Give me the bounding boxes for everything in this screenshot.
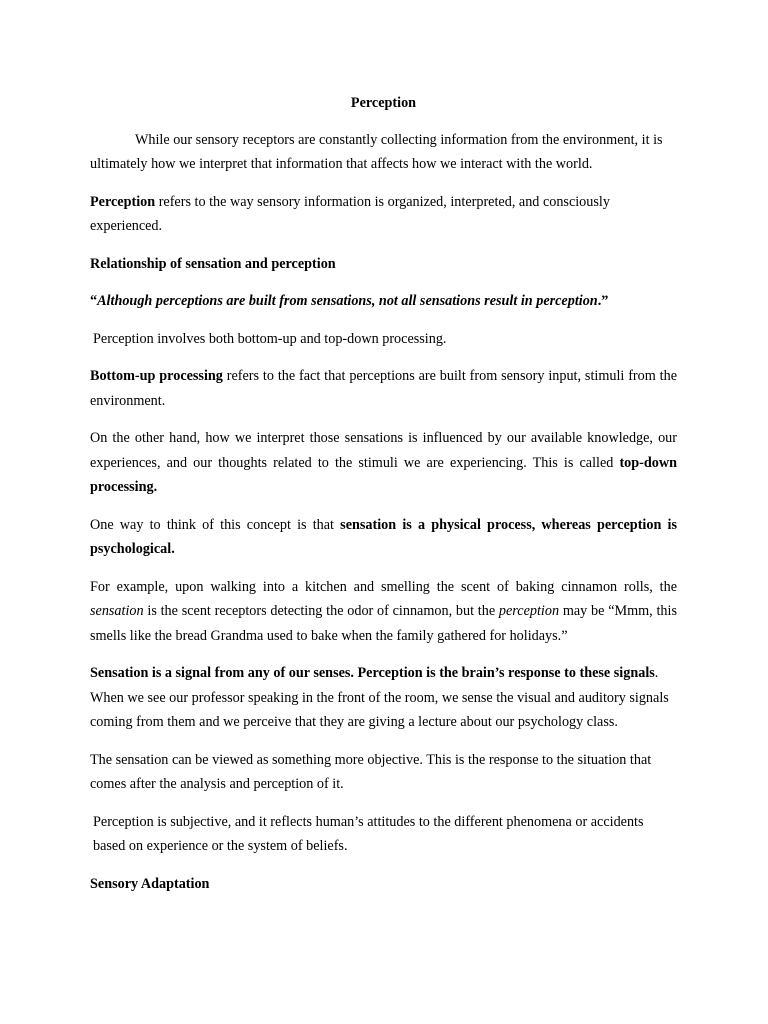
perception-italic: perception [498,603,560,619]
quote-text: Although perceptions are built from sensations, not all sensations result in perception [97,293,598,309]
intro-paragraph [90,128,677,177]
perception-definition-paragraph [90,190,677,239]
quote-paragraph [90,289,677,314]
example-paragraph [90,575,677,649]
physical-psychological-text: One way to think of this concept is that [90,516,341,533]
example-text-a: For example, upon walking into a kitchen and smelling the scent of baking cinnamon rolls, the [90,578,677,595]
relationship-heading: Relationship of sensation and perception [90,255,336,272]
top-down-text: On the other hand, how we interpret those sensations is influenced by our available knowledge, our experiences, and our thoughts related to the stimuli we are experiencing. This is called [90,430,677,471]
document-page [90,91,677,909]
example-text-b: is the scent receptors detecting the odor of cinnamon, but the [143,603,499,619]
sensory-adaptation-heading: Sensory Adaptation [90,875,210,892]
perception-definition-text: refers to the way sensory information is organized, interpreted, and consciously experienced. [90,193,610,234]
bottom-up-text: refers to the fact that perceptions are built from sensory input, stimuli from the environment. [90,368,677,409]
objective-paragraph [90,748,677,797]
top-down-paragraph [90,426,677,500]
signal-text: . When we see our professor speaking in the front of the room, we sense the visual and auditory signals coming from them and we perceive that they are giving a lecture about our psychology class. [90,665,669,730]
processing-text: Perception involves both bottom-up and top-down processing. [93,330,447,347]
bottom-up-term: Bottom-up processing [90,368,223,384]
bottom-up-paragraph [90,364,677,413]
page-title: Perception [350,95,417,111]
objective-text: The sensation can be viewed as something more objective. This is the response to the situation that comes after the analysis and perception of it. [90,751,652,792]
processing-paragraph [90,327,677,352]
sensation-italic: sensation [90,603,144,619]
intro-text: While our sensory receptors are constantly collecting information from the environment, it is ultimately how we interpret that information that affects how we interact with the world. [90,131,663,172]
quote-open-mark: “ [90,293,98,309]
physical-psychological-bold: sensation is a physical process, whereas perception is psychological. [90,516,677,557]
subjective-text: Perception is subjective, and it reflects human’s attitudes to the different phenomena or accidents based on experience or the system of beliefs. [93,813,644,854]
physical-psychological-paragraph [90,513,677,562]
signal-paragraph [90,661,677,735]
subjective-paragraph [90,810,677,859]
signal-bold: Sensation is a signal from any of our senses. Perception is the brain’s response to these signals [90,665,655,681]
perception-term: Perception [90,193,156,210]
top-down-term: top-down processing. [90,454,677,495]
quote-close-mark: .” [597,293,609,309]
example-text-c: may be “Mmm, this smells like the bread Grandma used to bake when the family gathered for holidays.” [90,603,677,644]
